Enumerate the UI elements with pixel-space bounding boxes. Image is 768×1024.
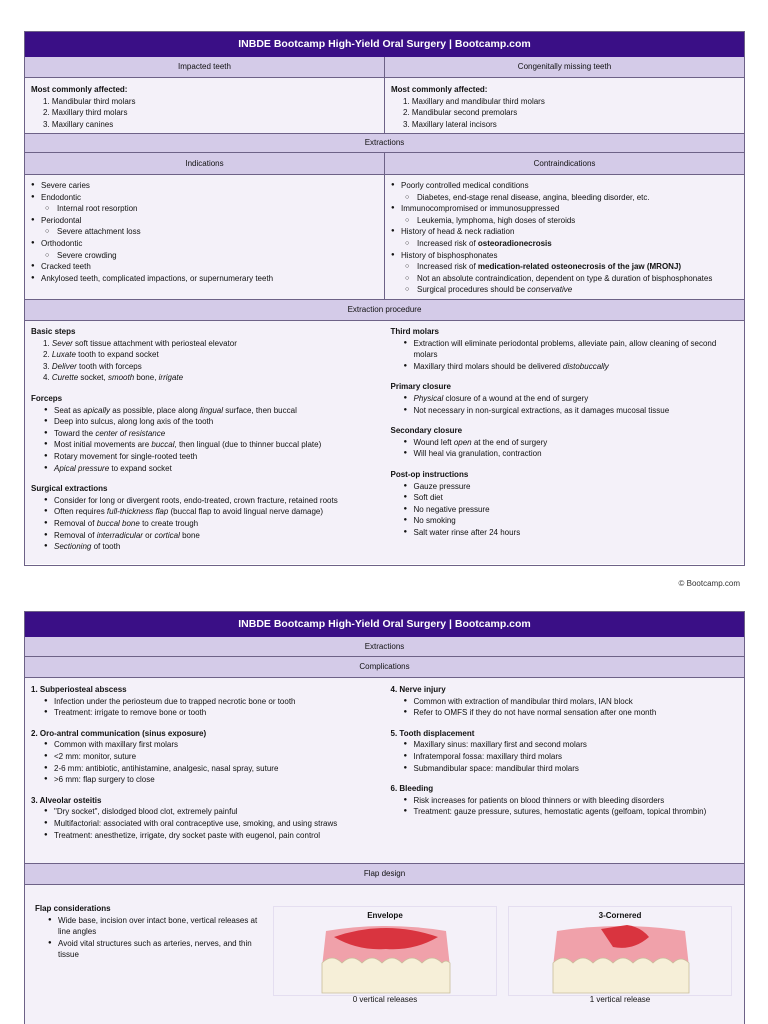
step-item	[31, 372, 379, 384]
bullet-item: ● Rotary movement for single-rooted teeth	[31, 451, 379, 463]
three-cornered-caption: 1 vertical release	[589, 995, 651, 1004]
text-segment: Deliver	[51, 361, 77, 371]
sub-list-item: ○ Severe attachment loss	[31, 226, 378, 238]
step-item	[31, 338, 379, 350]
sub-list-item: ○ Diabetes, end-stage renal disease, angina, bleeding disorder, etc.	[391, 192, 738, 204]
bullet-item	[31, 463, 379, 475]
page-one-card	[24, 31, 745, 566]
text-segment: Often requires	[54, 507, 107, 517]
section-title: 3. Alveolar osteitis	[31, 795, 102, 805]
envelope-title: Envelope	[367, 911, 403, 920]
spacer	[31, 786, 379, 795]
bullet-item: ● Maxillary sinus: maxillary first and second molars	[391, 739, 739, 751]
bullet-item: ● Treatment: irrigate to remove bone or tooth	[31, 707, 379, 719]
text-segment: buccal bone	[96, 518, 140, 528]
step-item	[31, 361, 379, 373]
bullet-item	[31, 518, 379, 530]
bullet-item: ● Consider for long or divergent roots, endo-treated, crown fracture, retained roots	[31, 495, 379, 507]
extractions-band: Extractions	[25, 637, 744, 657]
bullet-item	[31, 506, 379, 518]
section-title: Forceps	[31, 393, 63, 403]
spacer	[31, 719, 379, 728]
text-segment: buccal	[151, 440, 175, 450]
bullet-item: ● Soft diet	[391, 492, 739, 504]
text-segment: or	[142, 530, 155, 540]
envelope-caption: 0 vertical releases	[352, 995, 418, 1004]
sub-list-item: ○ Severe crowding	[31, 250, 378, 262]
bullet-item	[31, 530, 379, 542]
teeth-shape	[553, 958, 689, 993]
impacted-teeth-cell	[25, 78, 384, 133]
text-segment: Apical pressure	[54, 463, 110, 473]
spacer	[31, 474, 379, 483]
indications-header-row	[25, 153, 744, 175]
list-item: ● Orthodontic	[31, 238, 378, 250]
spacer	[391, 460, 739, 469]
bullet-item	[391, 361, 739, 373]
sub-list-item: ○ Internal root resorption	[31, 203, 378, 215]
text-segment: closure of a wound at the end of surgery	[443, 393, 589, 403]
text-segment: Toward the	[54, 428, 96, 438]
bullet-item: ● Risk increases for patients on blood thinners or with bleeding disorders	[391, 795, 739, 807]
bullet-item	[31, 439, 379, 451]
bullet-item: ● Salt water rinse after 24 hours	[391, 527, 739, 539]
text-segment: Wound left	[413, 437, 454, 447]
complications-right	[385, 678, 745, 863]
text-segment: smooth	[107, 373, 135, 383]
text-segment: cortical	[154, 530, 180, 540]
text-segment: of tooth	[91, 542, 121, 552]
impacted-item: 3. Maxillary canines	[43, 119, 114, 129]
text-segment: lingual	[199, 405, 224, 415]
section-title: 1. Subperiosteal abscess	[31, 685, 127, 694]
text-segment: Maxillary third molars should be delivered	[413, 361, 563, 371]
text-segment: Physical	[413, 393, 444, 403]
section-title: 5. Tooth displacement	[390, 728, 475, 738]
bullet-item: ● Deep into sulcus, along long axis of the tooth	[31, 416, 379, 428]
spacer	[391, 372, 739, 381]
bullet-item: ● Infratemporal fossa: maxillary third molars	[391, 751, 739, 763]
text-segment: distobuccally	[562, 361, 609, 371]
text-segment: bone	[179, 530, 200, 540]
bullet-item: ● Common with maxillary first molars	[31, 739, 379, 751]
impacted-missing-row	[25, 78, 744, 133]
bullet-item: ● Treatment: anesthetize, irrigate, dry socket paste with eugenol, pain control	[31, 830, 379, 842]
section-title: Primary closure	[390, 382, 451, 392]
text-segment: as possible, place along	[110, 405, 200, 415]
contraindications-heading: Contraindications	[384, 153, 744, 175]
section-title: Third molars	[390, 327, 439, 336]
bullet-item	[31, 428, 379, 440]
bullet-item: ● No smoking	[391, 515, 739, 527]
text-segment: 2.	[43, 350, 52, 360]
impacted-teeth-heading: Impacted teeth	[25, 57, 384, 78]
section-title: Basic steps	[31, 327, 76, 336]
text-segment: 1.	[43, 338, 52, 348]
spacer	[391, 719, 739, 728]
text-segment: Surgical procedures should be	[417, 285, 528, 295]
envelope-illustration	[274, 907, 498, 997]
text-segment: Removal of	[54, 518, 97, 528]
complications-row	[25, 678, 744, 863]
section-title: 2. Oro-antral communication (sinus exposure)	[31, 728, 207, 738]
text-segment: center of resistance	[95, 428, 166, 438]
section-title: Surgical extractions	[31, 484, 108, 494]
envelope-flap-figure	[273, 906, 497, 996]
text-segment: Most initial movements are	[54, 440, 152, 450]
spacer	[31, 384, 379, 393]
text-segment: tooth to expand socket	[75, 350, 159, 360]
extractions-band: Extractions	[25, 133, 744, 153]
bullet-item: ● Infection under the periosteum due to trapped necrotic bone or tooth	[31, 696, 379, 708]
contraindications-cell	[384, 175, 744, 299]
text-segment: conservative	[527, 285, 573, 295]
text-segment: 4.	[43, 373, 52, 383]
step-item	[31, 349, 379, 361]
text-segment: Seat as	[54, 405, 84, 415]
three-cornered-flap-figure	[508, 906, 732, 996]
sub-list-item	[391, 238, 738, 250]
bullet-item	[31, 541, 379, 553]
text-segment: Increased risk of	[417, 262, 478, 272]
section-title: Flap considerations	[35, 904, 111, 913]
sub-list-item	[391, 284, 738, 296]
text-segment: at the end of surgery	[471, 437, 548, 447]
bullet-item: ● Refer to OMFS if they do not have normal sensation after one month	[391, 707, 739, 719]
spacer	[391, 774, 739, 783]
impacted-missing-header-row	[25, 57, 744, 78]
procedure-right-cell	[385, 321, 745, 564]
text-segment: apically	[83, 405, 111, 415]
list-item: ● Ankylosed teeth, complicated impactions, or supernumerary teeth	[31, 273, 378, 285]
text-segment: Sectioning	[54, 542, 92, 552]
text-segment: , then lingual (due to thinner buccal plate)	[174, 440, 322, 450]
section-title: 4. Nerve injury	[390, 685, 446, 694]
bullet-item: ● Wide base, incision over intact bone, vertical releases at line angles	[35, 915, 265, 938]
text-segment: Removal of	[54, 530, 97, 540]
text-segment: medication-related osteonecrosis of the jaw (MRONJ)	[477, 262, 682, 272]
list-item: ● History of bisphosphonates	[391, 250, 738, 262]
bullet-item: ● Extraction will eliminate periodontal problems, alleviate pain, allow cleaning of second molars	[391, 338, 739, 361]
bullet-item: ● Not necessary in non-surgical extractions, as it damages mucosal tissue	[391, 405, 739, 417]
flap-design-band: Flap design	[25, 863, 744, 885]
section-title: 6. Bleeding	[390, 784, 434, 794]
bullet-item	[391, 393, 739, 405]
missing-item: 3. Maxillary lateral incisors	[403, 119, 497, 129]
text-segment: Increased risk of	[417, 238, 478, 248]
text-segment: to expand socket	[109, 463, 172, 473]
list-item: ● Immunocompromised or immunosuppressed	[391, 203, 738, 215]
bullet-item: ● "Dry socket", dislodged blood clot, extremely painful	[31, 806, 379, 818]
bullet-item: ● <2 mm: monitor, suture	[31, 751, 379, 763]
text-segment: irrigate	[158, 373, 184, 383]
indications-row	[25, 175, 744, 299]
text-segment: surface, then buccal	[223, 405, 297, 415]
list-item: ● Severe caries	[31, 180, 378, 192]
bullet-item: ● Will heal via granulation, contraction	[391, 448, 739, 460]
impacted-item: 2. Maxillary third molars	[43, 108, 128, 118]
sub-list-item	[391, 261, 738, 273]
procedure-left-cell	[25, 321, 385, 564]
text-segment: interradicular	[96, 530, 143, 540]
text-segment: (buccal flap to avoid lingual nerve damage)	[168, 507, 324, 517]
text-segment: socket,	[78, 373, 108, 383]
bullet-item: ● No negative pressure	[391, 504, 739, 516]
text-segment: Luxate	[51, 350, 76, 360]
teeth-shape	[322, 958, 450, 993]
missing-item: 1. Maxillary and mandibular third molars	[403, 96, 545, 106]
text-segment: 3.	[43, 361, 52, 371]
procedure-row	[25, 321, 744, 564]
bullet-item: ● Avoid vital structures such as arteries, nerves, and thin tissue	[35, 938, 265, 961]
missing-teeth-heading: Congenitally missing teeth	[384, 57, 744, 78]
three-cornered-illustration	[509, 907, 733, 997]
three-cornered-title: 3-Cornered	[598, 911, 642, 920]
list-item: ● Endodontic	[31, 192, 378, 204]
impacted-item: 1. Mandibular third molars	[43, 96, 136, 106]
bullet-item: ● Submandibular space: mandibular third molars	[391, 763, 739, 775]
copyright-text: © Bootcamp.com	[678, 579, 740, 588]
text-segment: soft tissue attachment with periosteal elevator	[72, 338, 237, 348]
extraction-procedure-band: Extraction procedure	[25, 299, 744, 321]
text-segment: Curette	[51, 373, 79, 383]
bullet-item	[391, 437, 739, 449]
section-title: Post-op instructions	[390, 469, 469, 479]
list-item: ● Periodontal	[31, 215, 378, 227]
bullet-item	[31, 405, 379, 417]
spacer	[391, 416, 739, 425]
bullet-item: ● Multifactorial: associated with oral contraceptive use, smoking, and using straws	[31, 818, 379, 830]
complications-left	[25, 678, 385, 863]
bullet-item: ● Gauze pressure	[391, 481, 739, 493]
text-segment: bone,	[134, 373, 159, 383]
text-segment: tooth with forceps	[76, 361, 142, 371]
list-item: ● History of head & neck radiation	[391, 226, 738, 238]
missing-teeth-cell	[384, 78, 744, 133]
sub-list-item: ○ Leukemia, lymphoma, high doses of steroids	[391, 215, 738, 227]
missing-item: 2. Mandibular second premolars	[403, 108, 518, 118]
text-segment: full-thickness flap	[106, 507, 169, 517]
section-title: Secondary closure	[390, 426, 463, 436]
bullet-item: ● >6 mm: flap surgery to close	[31, 774, 379, 786]
complications-band: Complications	[25, 657, 744, 678]
missing-lead: Most commonly affected:	[391, 85, 488, 94]
impacted-lead: Most commonly affected:	[31, 85, 128, 94]
text-segment: to create trough	[139, 518, 199, 528]
page-title: INBDE Bootcamp High-Yield Oral Surgery | Bootcamp.com	[25, 32, 744, 57]
bullet-item: ● Treatment: gauze pressure, sutures, hemostatic agents (gelfoam, topical thrombin)	[391, 806, 739, 818]
flap-considerations	[35, 903, 265, 961]
list-item: ● Cracked teeth	[31, 261, 378, 273]
text-segment: Sever	[51, 338, 73, 348]
bullet-item: ● Common with extraction of mandibular third molars, IAN block	[391, 696, 739, 708]
page-title: INBDE Bootcamp High-Yield Oral Surgery | Bootcamp.com	[25, 612, 744, 637]
bullet-item: ● 2-6 mm: antibiotic, antihistamine, analgesic, nasal spray, suture	[31, 763, 379, 775]
sub-list-item: ○ Not an absolute contraindication, dependent on type & duration of bisphosphonates	[391, 273, 738, 285]
indications-cell	[25, 175, 384, 299]
text-segment: open	[453, 437, 472, 447]
indications-heading: Indications	[25, 153, 384, 175]
text-segment: osteoradionecrosis	[477, 238, 552, 248]
list-item: ● Poorly controlled medical conditions	[391, 180, 738, 192]
